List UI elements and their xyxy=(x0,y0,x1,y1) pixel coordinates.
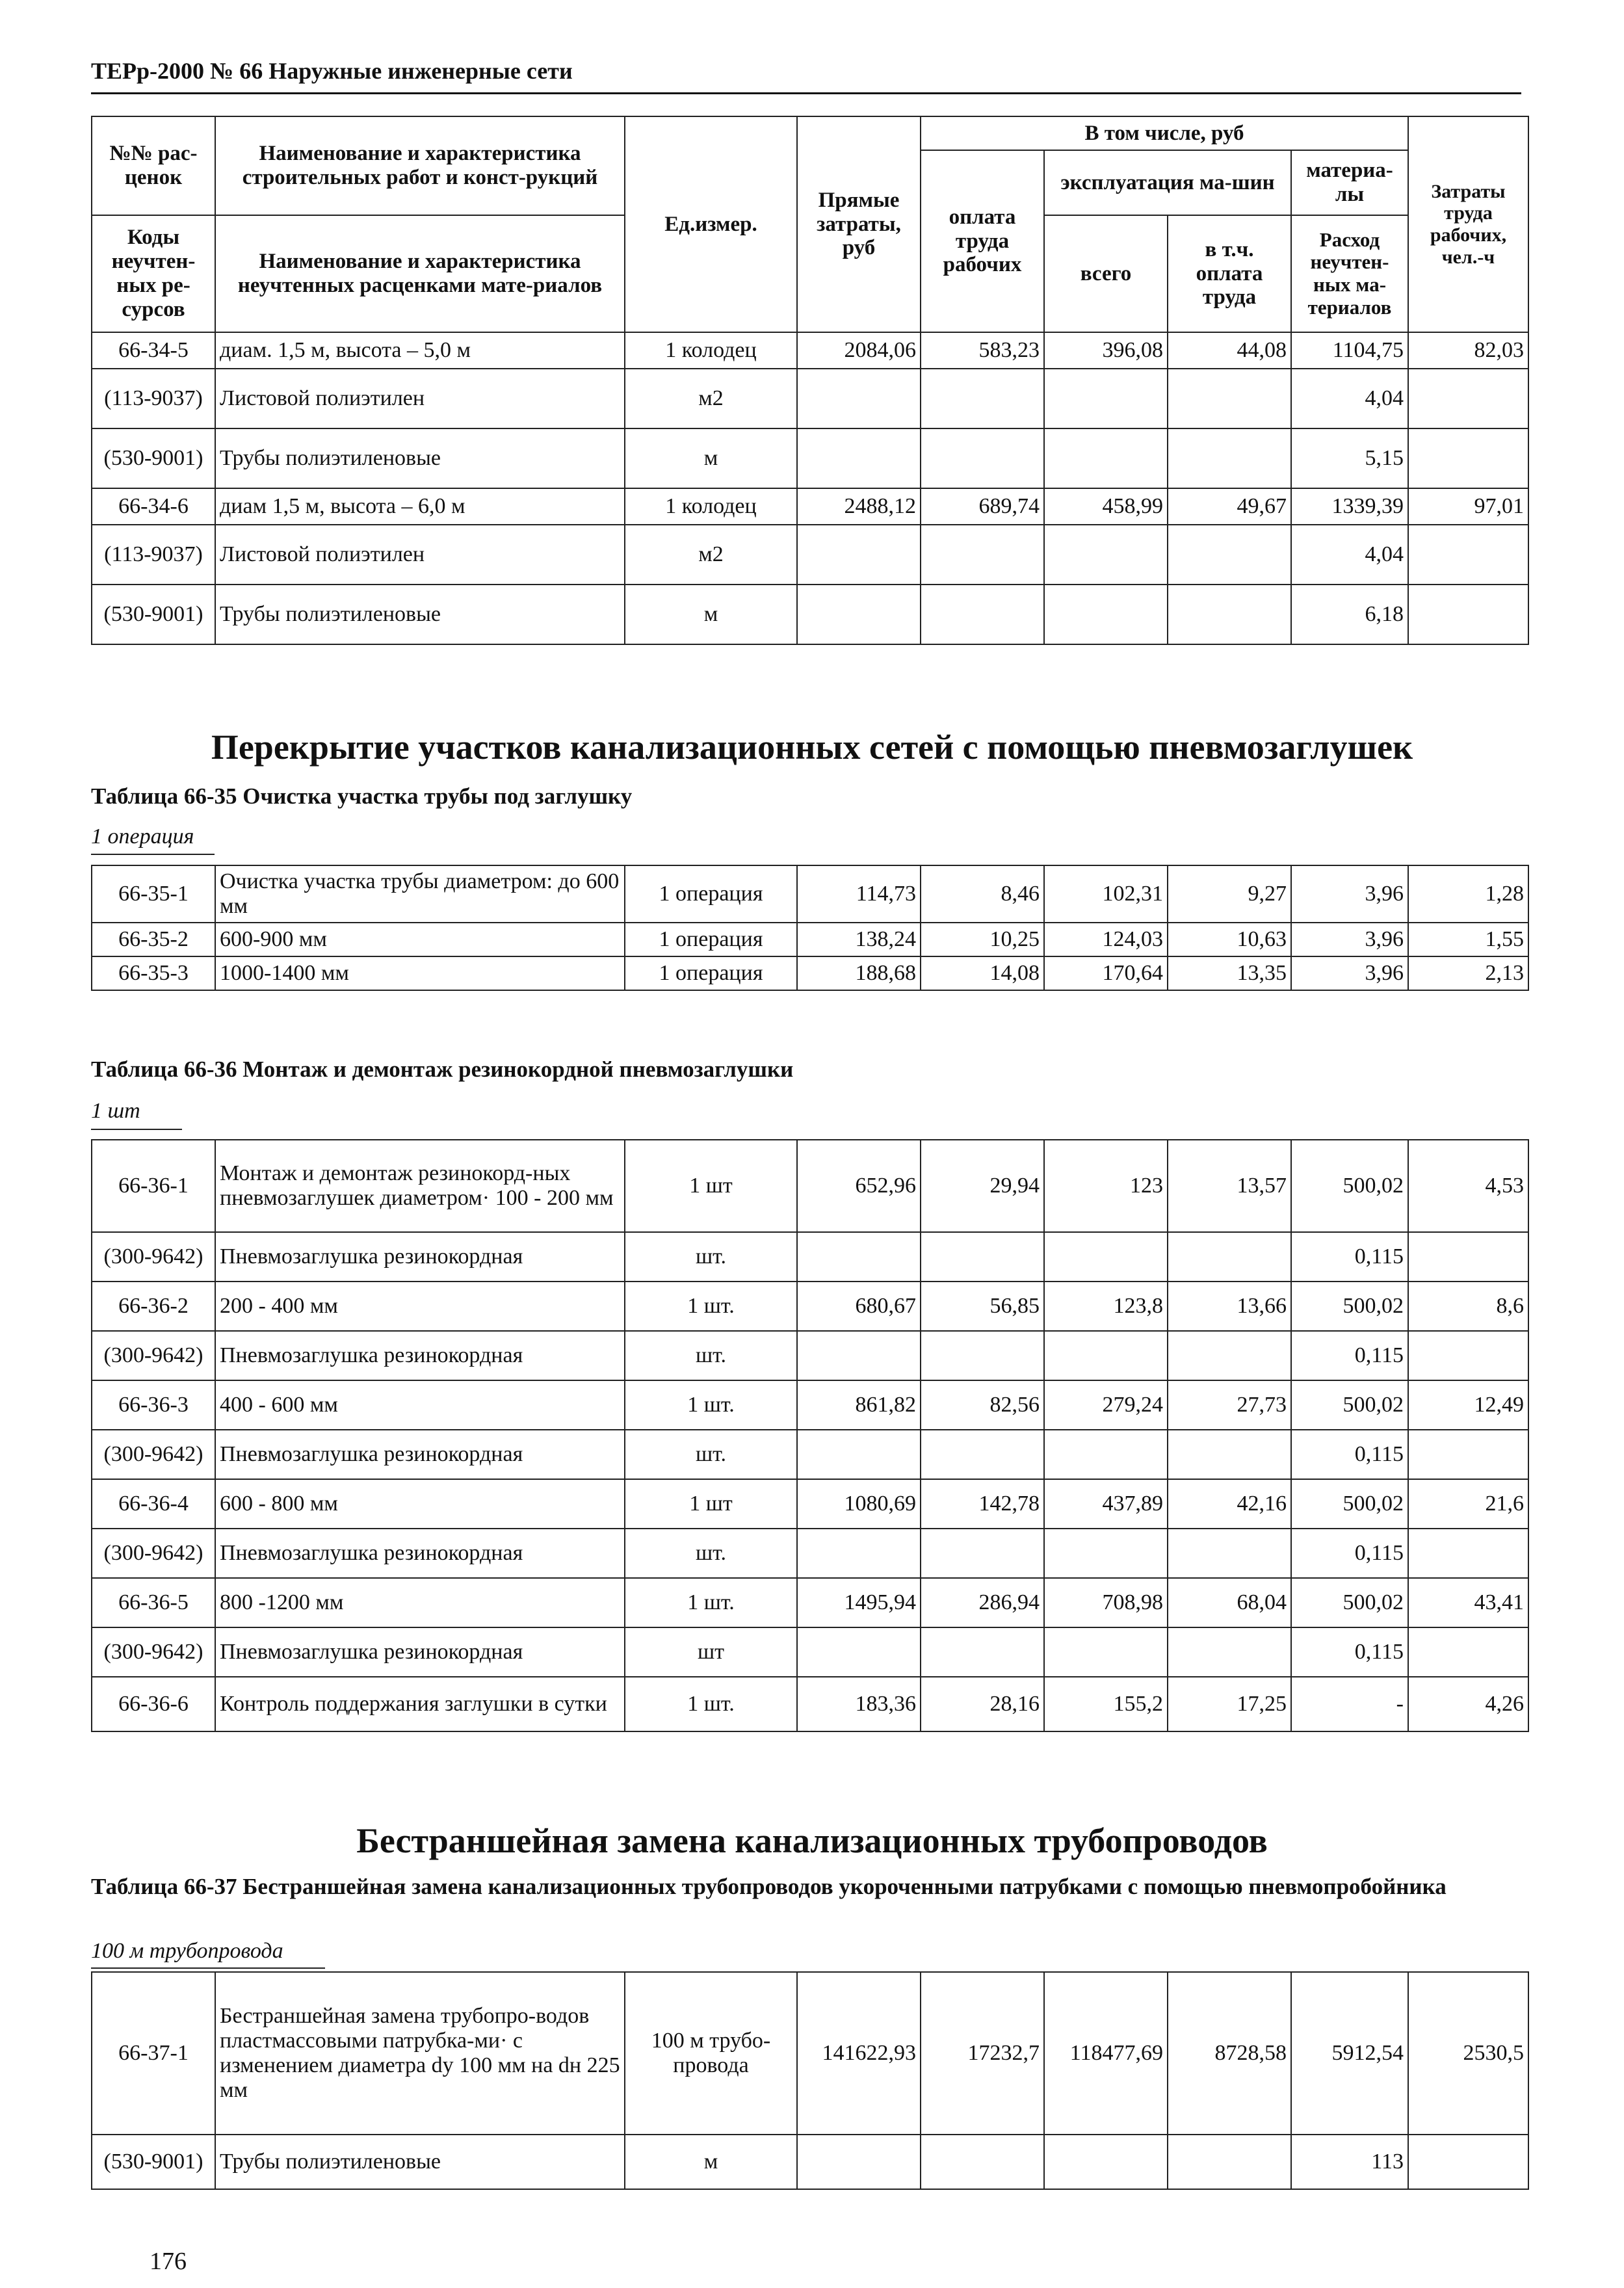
table-row xyxy=(92,1380,1528,1430)
cell-unit: 1 колодец xyxy=(625,332,797,369)
cell-mach-labor: 13,57 xyxy=(1168,1140,1291,1232)
table-row xyxy=(92,1578,1528,1627)
cell-mat: 0,115 xyxy=(1291,1430,1408,1479)
cell-mach-labor: 68,04 xyxy=(1168,1578,1291,1627)
cell-direct xyxy=(797,2135,921,2189)
cell-mach-labor xyxy=(1168,1627,1291,1677)
cell-code: (113-9037) xyxy=(92,525,215,585)
table-66-35-unit: 1 операция xyxy=(91,824,194,848)
table-row-resource xyxy=(92,525,1528,585)
cell-unit: м xyxy=(625,585,797,644)
table-row-resource xyxy=(92,1232,1528,1282)
table-row xyxy=(92,1282,1528,1331)
cell-labor xyxy=(921,585,1044,644)
cell-direct: 2084,06 xyxy=(797,332,921,369)
cell-mach-labor xyxy=(1168,1529,1291,1578)
cell-unit: 1 операция xyxy=(625,865,797,923)
cell-name: Монтаж и демонтаж резинокорд-ных пневмозаглушек диаметром· 100 - 200 мм xyxy=(215,1140,625,1232)
section-title-plugs: Перекрытие участков канализационных сетей с помощью пневмозаглушек xyxy=(211,728,1413,767)
cell-labor xyxy=(921,1529,1044,1578)
cell-mach: 124,03 xyxy=(1044,923,1168,956)
running-head: ТЕРр-2000 № 66 Наружные инженерные сети xyxy=(91,58,573,84)
cell-code: 66-37-1 xyxy=(92,1972,215,2135)
cell-hours: 82,03 xyxy=(1408,332,1528,369)
table-row-resource xyxy=(92,1331,1528,1380)
cell-mat: 0,115 xyxy=(1291,1529,1408,1578)
cell-mach: 170,64 xyxy=(1044,956,1168,990)
cell-code: (300-9642) xyxy=(92,1430,215,1479)
cell-code: (300-9642) xyxy=(92,1331,215,1380)
cell-code: 66-36-3 xyxy=(92,1380,215,1430)
cell-direct: 188,68 xyxy=(797,956,921,990)
cell-direct: 183,36 xyxy=(797,1677,921,1731)
cell-labor: 689,74 xyxy=(921,488,1044,525)
cell-hours: 4,53 xyxy=(1408,1140,1528,1232)
cell-hours: 4,26 xyxy=(1408,1677,1528,1731)
cell-code: 66-36-5 xyxy=(92,1578,215,1627)
cell-mach-labor: 10,63 xyxy=(1168,923,1291,956)
cell-unit: 1 операция xyxy=(625,956,797,990)
cell-code: 66-35-1 xyxy=(92,865,215,923)
cell-mach xyxy=(1044,1232,1168,1282)
cell-code: (113-9037) xyxy=(92,369,215,428)
cell-mat: 500,02 xyxy=(1291,1578,1408,1627)
cell-code: 66-36-2 xyxy=(92,1282,215,1331)
cell-name: 800 -1200 мм xyxy=(215,1578,625,1627)
cell-mach xyxy=(1044,428,1168,488)
cell-mach: 123,8 xyxy=(1044,1282,1168,1331)
cell-hours: 12,49 xyxy=(1408,1380,1528,1430)
cell-unit: шт xyxy=(625,1627,797,1677)
cell-unit: 1 шт xyxy=(625,1479,797,1529)
cell-mat: 500,02 xyxy=(1291,1140,1408,1232)
cell-labor xyxy=(921,1232,1044,1282)
col-header-mach-total: всего xyxy=(1044,215,1168,332)
cell-code: (300-9642) xyxy=(92,1232,215,1282)
cell-direct: 114,73 xyxy=(797,865,921,923)
table-66-36-unit: 1 шт xyxy=(91,1099,140,1123)
cell-code: (530-9001) xyxy=(92,428,215,488)
cell-direct xyxy=(797,1331,921,1380)
cell-direct xyxy=(797,369,921,428)
cell-mat: 4,04 xyxy=(1291,525,1408,585)
cell-labor xyxy=(921,1331,1044,1380)
cell-hours xyxy=(1408,585,1528,644)
cell-labor: 286,94 xyxy=(921,1578,1044,1627)
cell-name: 200 - 400 мм xyxy=(215,1282,625,1331)
cell-name: Листовой полиэтилен xyxy=(215,525,625,585)
cell-hours xyxy=(1408,428,1528,488)
cell-labor: 29,94 xyxy=(921,1140,1044,1232)
cell-code: 66-36-1 xyxy=(92,1140,215,1232)
cell-unit: м2 xyxy=(625,525,797,585)
cell-mat: 0,115 xyxy=(1291,1232,1408,1282)
col-header-labor-pay: оплата труда рабочих xyxy=(921,150,1044,332)
cell-labor xyxy=(921,1627,1044,1677)
cell-name: диам. 1,5 м, высота – 5,0 м xyxy=(215,332,625,369)
col-header-name-extra: Наименование и характеристика неучтенных расценками мате-риалов xyxy=(215,215,625,332)
cell-name: Листовой полиэтилен xyxy=(215,369,625,428)
cell-mach-labor xyxy=(1168,1232,1291,1282)
cell-direct xyxy=(797,428,921,488)
cell-direct: 2488,12 xyxy=(797,488,921,525)
table-row xyxy=(92,1972,1528,2135)
table-row xyxy=(92,332,1528,369)
cell-hours: 43,41 xyxy=(1408,1578,1528,1627)
cell-hours xyxy=(1408,1430,1528,1479)
cell-direct: 1080,69 xyxy=(797,1479,921,1529)
cell-mach xyxy=(1044,369,1168,428)
cell-unit: 1 шт. xyxy=(625,1282,797,1331)
cell-mach xyxy=(1044,2135,1168,2189)
col-header-code-extra: Коды неучтен-ных ре-сурсов xyxy=(92,215,215,332)
cell-direct: 861,82 xyxy=(797,1380,921,1430)
cell-code: (300-9642) xyxy=(92,1627,215,1677)
col-header-machines: эксплуатация ма-шин xyxy=(1044,150,1291,215)
cell-mat: 6,18 xyxy=(1291,585,1408,644)
cell-labor: 583,23 xyxy=(921,332,1044,369)
cell-name: 600-900 мм xyxy=(215,923,625,956)
table-66-36 xyxy=(91,1139,1529,1732)
cell-labor: 142,78 xyxy=(921,1479,1044,1529)
col-header-mat-extra: Расход неучтен-ных ма-териалов xyxy=(1291,215,1408,332)
table-row xyxy=(92,1140,1528,1232)
col-header-mach-labor: в т.ч. оплата труда xyxy=(1168,215,1291,332)
cell-mach: 279,24 xyxy=(1044,1380,1168,1430)
col-header-name: Наименование и характеристика строительных работ и конст-рукций xyxy=(215,116,625,215)
table-66-36-caption: Таблица 66-36 Монтаж и демонтаж резинокордной пневмозаглушки xyxy=(91,1057,794,1082)
table-row-resource xyxy=(92,2135,1528,2189)
cell-name: Пневмозаглушка резинокордная xyxy=(215,1529,625,1578)
col-header-labor-hours: Затраты труда рабочих, чел.-ч xyxy=(1408,116,1528,332)
cell-mat: 500,02 xyxy=(1291,1282,1408,1331)
table-row-resource xyxy=(92,585,1528,644)
cell-mach-labor xyxy=(1168,369,1291,428)
cell-unit: шт. xyxy=(625,1331,797,1380)
cell-name: диам 1,5 м, высота – 6,0 м xyxy=(215,488,625,525)
cell-mach-labor xyxy=(1168,1430,1291,1479)
cell-direct xyxy=(797,585,921,644)
cell-mach-labor: 13,35 xyxy=(1168,956,1291,990)
cell-hours: 1,28 xyxy=(1408,865,1528,923)
cell-unit: м xyxy=(625,2135,797,2189)
cell-mach xyxy=(1044,1331,1168,1380)
header-rule xyxy=(91,92,1521,94)
col-header-direct: Прямые затраты, руб xyxy=(797,116,921,332)
cell-mat: 3,96 xyxy=(1291,923,1408,956)
col-header-incl: В том числе, руб xyxy=(921,116,1408,150)
table-row xyxy=(92,923,1528,956)
cell-hours: 8,6 xyxy=(1408,1282,1528,1331)
cell-direct: 652,96 xyxy=(797,1140,921,1232)
cell-hours xyxy=(1408,2135,1528,2189)
cell-labor xyxy=(921,525,1044,585)
cell-labor: 28,16 xyxy=(921,1677,1044,1731)
table-row-resource xyxy=(92,1430,1528,1479)
cell-mach-labor xyxy=(1168,1331,1291,1380)
cell-mat: 4,04 xyxy=(1291,369,1408,428)
cell-hours xyxy=(1408,369,1528,428)
cell-mat: 500,02 xyxy=(1291,1380,1408,1430)
cell-direct: 141622,93 xyxy=(797,1972,921,2135)
cell-unit: 100 м трубо-провода xyxy=(625,1972,797,2135)
table-row xyxy=(92,488,1528,525)
cell-code: (530-9001) xyxy=(92,2135,215,2189)
cell-unit: м xyxy=(625,428,797,488)
cell-mach-labor: 9,27 xyxy=(1168,865,1291,923)
cell-hours xyxy=(1408,525,1528,585)
cell-mach: 123 xyxy=(1044,1140,1168,1232)
cell-name: 1000-1400 мм xyxy=(215,956,625,990)
cell-mat: 5912,54 xyxy=(1291,1972,1408,2135)
cell-mach-labor xyxy=(1168,2135,1291,2189)
cell-name: Пневмозаглушка резинокордная xyxy=(215,1232,625,1282)
cell-mach xyxy=(1044,1430,1168,1479)
cell-code: (530-9001) xyxy=(92,585,215,644)
cell-name: Трубы полиэтиленовые xyxy=(215,428,625,488)
cell-mat: 3,96 xyxy=(1291,865,1408,923)
cell-code: 66-36-6 xyxy=(92,1677,215,1731)
cell-name: Трубы полиэтиленовые xyxy=(215,2135,625,2189)
cell-mach xyxy=(1044,1627,1168,1677)
cell-name: Бестраншейная замена трубопро-водов пластмассовыми патрубка-ми· с изменением диаметра dу 100 мм на dн 225 мм xyxy=(215,1972,625,2135)
cell-unit: 1 шт. xyxy=(625,1380,797,1430)
cell-hours: 97,01 xyxy=(1408,488,1528,525)
table-66-37 xyxy=(91,1971,1529,2190)
cell-name: 400 - 600 мм xyxy=(215,1380,625,1430)
cell-labor xyxy=(921,369,1044,428)
cell-mat: 1104,75 xyxy=(1291,332,1408,369)
cell-unit: шт. xyxy=(625,1430,797,1479)
cell-mach-labor: 17,25 xyxy=(1168,1677,1291,1731)
section-title-trenchless: Бестраншейная замена канализационных трубопроводов xyxy=(356,1821,1268,1860)
table-row-resource xyxy=(92,1627,1528,1677)
cell-labor: 82,56 xyxy=(921,1380,1044,1430)
cell-unit: 1 шт. xyxy=(625,1677,797,1731)
table-66-35 xyxy=(91,865,1529,991)
cell-name: Контроль поддержания заглушки в сутки xyxy=(215,1677,625,1731)
cell-direct xyxy=(797,1627,921,1677)
table-66-37-caption: Таблица 66-37 Бестраншейная замена канализационных трубопроводов укороченными патрубками с помощью пневмопробойника xyxy=(91,1874,1447,1899)
cell-hours xyxy=(1408,1627,1528,1677)
cell-name: Очистка участка трубы диаметром: до 600 мм xyxy=(215,865,625,923)
cell-mat: 0,115 xyxy=(1291,1331,1408,1380)
cell-direct: 1495,94 xyxy=(797,1578,921,1627)
cell-mach-labor: 13,66 xyxy=(1168,1282,1291,1331)
cell-mach: 458,99 xyxy=(1044,488,1168,525)
cell-mach: 118477,69 xyxy=(1044,1972,1168,2135)
table-66-35-caption: Таблица 66-35 Очистка участка трубы под заглушку xyxy=(91,783,633,809)
col-header-unit: Ед.измер. xyxy=(625,116,797,332)
cell-labor xyxy=(921,2135,1044,2189)
cell-name: Пневмозаглушка резинокордная xyxy=(215,1331,625,1380)
cell-mat: 1339,39 xyxy=(1291,488,1408,525)
cell-labor: 8,46 xyxy=(921,865,1044,923)
cell-mach xyxy=(1044,525,1168,585)
cell-labor: 56,85 xyxy=(921,1282,1044,1331)
cell-unit: шт. xyxy=(625,1529,797,1578)
cell-hours xyxy=(1408,1331,1528,1380)
cell-mach xyxy=(1044,585,1168,644)
cell-mach-labor: 49,67 xyxy=(1168,488,1291,525)
table-66-37-unit: 100 м трубопровода xyxy=(91,1939,283,1963)
cell-labor: 14,08 xyxy=(921,956,1044,990)
cell-mach: 102,31 xyxy=(1044,865,1168,923)
cell-code: 66-34-6 xyxy=(92,488,215,525)
cell-mach-labor: 8728,58 xyxy=(1168,1972,1291,2135)
table-row-resource xyxy=(92,1529,1528,1578)
cell-name: Пневмозаглушка резинокордная xyxy=(215,1627,625,1677)
cell-code: 66-35-2 xyxy=(92,923,215,956)
cell-unit: 1 шт xyxy=(625,1140,797,1232)
cell-name: Трубы полиэтиленовые xyxy=(215,585,625,644)
cell-hours: 2,13 xyxy=(1408,956,1528,990)
cell-code: 66-34-5 xyxy=(92,332,215,369)
cell-unit: 1 операция xyxy=(625,923,797,956)
cell-mach-labor xyxy=(1168,585,1291,644)
table-row-resource xyxy=(92,428,1528,488)
cell-unit: 1 колодец xyxy=(625,488,797,525)
cell-mach-labor xyxy=(1168,525,1291,585)
cell-direct: 680,67 xyxy=(797,1282,921,1331)
cell-labor xyxy=(921,1430,1044,1479)
col-header-materials: материа-лы xyxy=(1291,150,1408,215)
cell-mach: 437,89 xyxy=(1044,1479,1168,1529)
cell-direct xyxy=(797,525,921,585)
cell-direct: 138,24 xyxy=(797,923,921,956)
cell-mach-labor: 42,16 xyxy=(1168,1479,1291,1529)
table-row xyxy=(92,956,1528,990)
cell-hours: 2530,5 xyxy=(1408,1972,1528,2135)
cell-hours: 1,55 xyxy=(1408,923,1528,956)
cell-mat: 500,02 xyxy=(1291,1479,1408,1529)
cell-mat: 113 xyxy=(1291,2135,1408,2189)
cell-unit: м2 xyxy=(625,369,797,428)
cell-name: Пневмозаглушка резинокордная xyxy=(215,1430,625,1479)
cell-hours: 21,6 xyxy=(1408,1479,1528,1529)
cell-mach-labor xyxy=(1168,428,1291,488)
cell-mat: 0,115 xyxy=(1291,1627,1408,1677)
cell-labor: 10,25 xyxy=(921,923,1044,956)
cell-unit: шт. xyxy=(625,1232,797,1282)
cell-hours xyxy=(1408,1529,1528,1578)
page-number: 176 xyxy=(150,2248,187,2275)
cell-labor xyxy=(921,428,1044,488)
cell-code: (300-9642) xyxy=(92,1529,215,1578)
cell-mach: 155,2 xyxy=(1044,1677,1168,1731)
cell-name: 600 - 800 мм xyxy=(215,1479,625,1529)
cell-mat: 3,96 xyxy=(1291,956,1408,990)
cell-labor: 17232,7 xyxy=(921,1972,1044,2135)
table-row xyxy=(92,865,1528,923)
cell-mach-labor: 27,73 xyxy=(1168,1380,1291,1430)
cell-mach xyxy=(1044,1529,1168,1578)
cell-direct xyxy=(797,1430,921,1479)
cell-mach: 708,98 xyxy=(1044,1578,1168,1627)
table-66-34 xyxy=(91,116,1529,645)
table-row xyxy=(92,1479,1528,1529)
cell-mach: 396,08 xyxy=(1044,332,1168,369)
cell-mat: 5,15 xyxy=(1291,428,1408,488)
cell-direct xyxy=(797,1232,921,1282)
table-row xyxy=(92,1677,1528,1731)
table-row-resource xyxy=(92,369,1528,428)
cell-code: 66-36-4 xyxy=(92,1479,215,1529)
cell-code: 66-35-3 xyxy=(92,956,215,990)
cell-unit: 1 шт. xyxy=(625,1578,797,1627)
cell-mat: - xyxy=(1291,1677,1408,1731)
cell-mach-labor: 44,08 xyxy=(1168,332,1291,369)
col-header-code: №№ рас-ценок xyxy=(92,116,215,215)
cell-hours xyxy=(1408,1232,1528,1282)
cell-direct xyxy=(797,1529,921,1578)
